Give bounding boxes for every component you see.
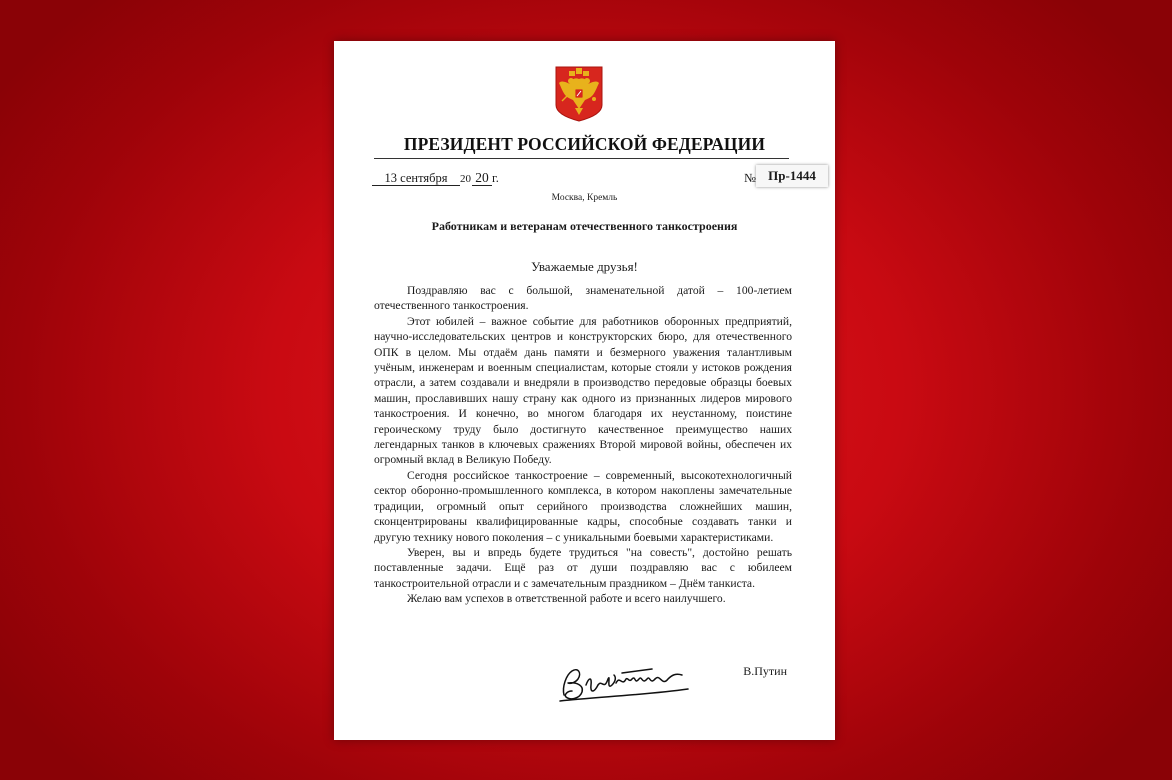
number-sign: № [744,171,756,185]
greeting: Уважаемые друзья! [531,259,638,274]
letter-body [374,283,792,607]
signer-name: В.Путин [743,664,787,678]
header-rule [374,158,789,159]
paragraph: Поздравляю вас с большой, знаменательной датой – 100-летием отечественного танкостроения. [374,284,792,313]
place: Москва, Кремль [551,193,618,203]
date-unit: г. [492,171,499,185]
coat-of-arms-icon [554,65,604,122]
letter-sheet [334,41,835,740]
paragraph: Сегодня российское танкостроение – современный, высокотехнологичный сектор оборонно-промышленного комплекса, в котором накоплены замечательные традиции, огромный опыт серийного производства сложнейших машин, сконцентрированы квалифицированные кадры, способные создавать танки и другую технику нового поколения – с уникальными боевыми характеристиками. [374,468,792,544]
paragraph: Уверен, вы и впредь будете трудиться "на совесть", достойно решать поставленные задачи. Ещё раз от души поздравляю вас с юбилеем танкостроительной отрасли и с замечательным праздником – Днём танкиста. [374,545,792,590]
addressee: Работникам и ветеранам отечественного танкостроения [431,219,738,233]
document-number: Пр-1444 [756,165,828,187]
date-day-month: 13 сентября [372,171,460,186]
document-date [372,171,499,186]
signature-image [556,657,701,707]
paragraph: Желаю вам успехов в ответственной работе и всего наилучшего. [407,592,726,606]
date-year-suffix: 20 [472,171,492,186]
date-year-prefix: 20 [460,173,471,185]
paragraph: Этот юбилей – важное событие для работников оборонных предприятий, научно-исследовательских центров и конструкторских бюро, для отечественного ОПК в целом. Мы отдаём дань памяти и безмерного уважения талантливым учёным, инженерам и военным специалистам, которые стояли у истоков рождения отрасли, а затем создавали и внедряли в производство передовые образцы боевых машин, прославивших нашу страну как одного из признанных лидеров мирового танкостроения. И конечно, во многом благодаря их неустанному, поистине героическому труду было достигнуто качественное преимущество наших легендарных танков в ключевых сражениях Второй мировой войны, обеспечен их огромный вклад в Великую Победу. [374,314,792,467]
office-title: ПРЕЗИДЕНТ РОССИЙСКОЙ ФЕДЕРАЦИИ [403,134,766,154]
